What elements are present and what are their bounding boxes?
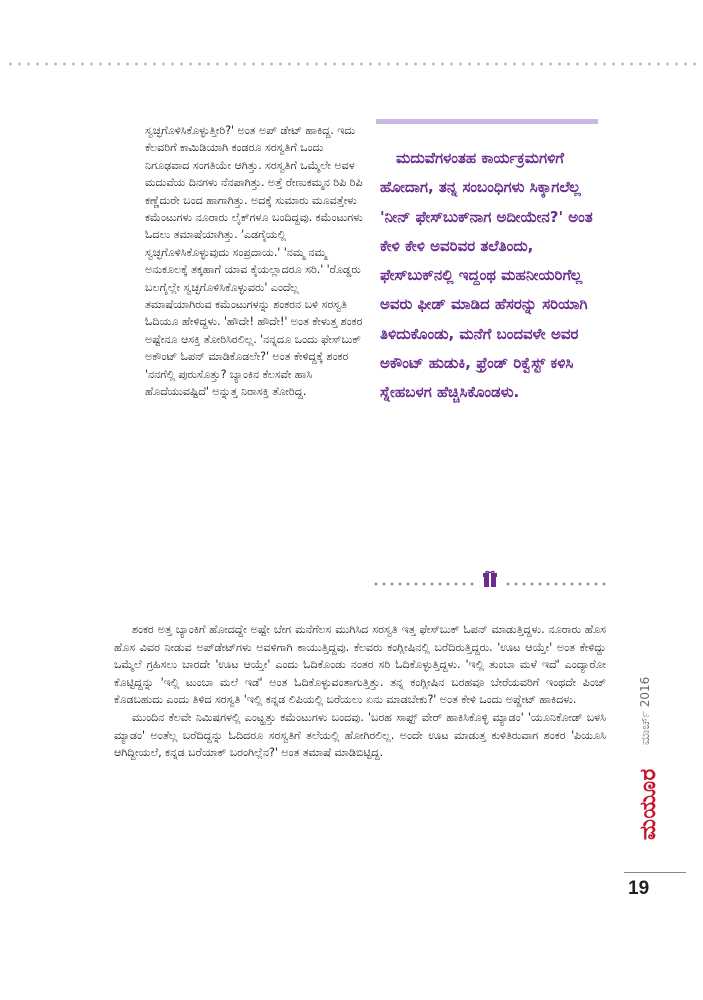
section-separator	[372, 581, 608, 587]
issue-date: ಮಾರ್ಚ್ 2016	[638, 676, 652, 745]
separator-dots-left	[372, 582, 476, 586]
pull-quote-rule	[376, 119, 598, 124]
body-paragraph: ಮುಂದಿನ ಕೆಲವೇ ನಿಮಿಷಗಳಲ್ಲಿ ಎಂಟ್ಹತ್ತು ಕಮೆಂಟುಗಳು ಬಂದವು. 'ಬರಹ ಸಾಫ್ಟ್ ವೇರ್ ಹಾಕಿಸಿಕೊಳ್ಳಿ ಮ್ಯಾಡಂ' 'ಯೂನಿಕೋಡ್ ಬಳಸಿ ಮ್ಯಾಡಂ' ಅಂತೆಲ್ಲ ಬರೆದಿದ್ದನ್ನು ಓದಿದರೂ ಸರಸ್ವತಿಗೆ ತಲೆಯಲ್ಲಿ ಹೋಗಿರಲಿಲ್ಲ. ಅಂದೇ ಊಟ ಮಾಡುತ್ತ ಕುಳಿತಿರುವಾಗ ಶಂಕರ 'ಪಿಯೂಸಿ ಆಗಿದ್ದೀಯಲೆ, ಕನ್ನಡ ಬರೆಯಾಕ್ ಬರಂಗಿಲ್ಲೆನ?' ಅಂತ ತಮಾಷೆ ಮಾಡಿಬಿಟ್ಟಿದ್ದ.	[114, 710, 606, 760]
pull-quote-text: ಮದುವೆಗಳಂತಹ ಕಾರ್ಯಕ್ರಮಗಳಿಗೆ ಹೋದಾಗ, ತನ್ನ ಸಂಬಂಧಿಗಳು ಸಿಕ್ಕಾಗಲೆಲ್ಲ 'ನೀನ್ ಫೇಸ್‌ಬುಕ್‌ನಾಗ ಅದೀಯೇನ?' ಅಂತ ಕೇಳಿ ಕೇಳಿ ಅವರಿವರ ತಲೆತಿಂದು, ಫೇಸ್‌ಬುಕ್‌ನಲ್ಲಿ ಇದ್ದಂಥ ಮಹನೀಯರಿಗೆಲ್ಲ ಅವರು ಫೀಡ್ ಮಾಡಿದ ಹೆಸರನ್ನು ಸರಿಯಾಗಿ ತಿಳಿದುಕೊಂಡು, ಮನೆಗೆ ಬಂದವಳೇ ಅವರ ಅಕೌಂಟ್ ಹುಡುಕಿ, ಫ್ರೆಂಡ್ ರಿಕ್ವೆಸ್ಟ್ ಕಳಿಸಿ ಸ್ನೇಹಬಳಗ ಹೆಚ್ಚಿಸಿಕೊಂಡಳು.	[380, 149, 593, 402]
pull-quote	[380, 144, 604, 408]
top-dotted-rule	[6, 62, 697, 66]
gift-icon	[482, 569, 498, 587]
folio-rule	[624, 872, 686, 873]
left-text-column	[145, 122, 367, 401]
separator-dots-right	[504, 582, 608, 586]
magazine-brand: ಮಯೂರ	[636, 768, 661, 840]
page-number: 19	[628, 878, 650, 899]
body-text	[114, 621, 606, 762]
left-column-paragraph: ಸ್ವಚ್ಛಗೊಳಿಸಿಕೊಳ್ಳುತ್ತೀರಿ?' ಅಂತ ಅಪ್ ಡೇಟ್ ಹಾಕಿದ್ದ. ಇದು ಕೆಲವರಿಗೆ ಕಾಮಿಡಿಯಾಗಿ ಕಂಡರೂ ಸರಸ್ವತಿಗೆ ಒಂದು ನಿಗೂಢವಾದ ಸಂಗತಿಯೇ ಆಗಿತ್ತು. ಸರಸ್ವತಿಗೆ ಒಮ್ಮೆಲೇ ಅವಳ ಮದುವೆಯ ದಿನಗಳು ನೆನಪಾಗಿತ್ತು. ಅತ್ತೆ ರೇಣುಕಮ್ಮನ ರಿಪಿ ರಿಪಿ ಕಣ್ಣೆದುರೇ ಬಂದ ಹಾಗಾಗಿತ್ತು. ಅದಕ್ಕೆ ಸುಮಾರು ಮೂವತ್ತೇಳು ಕಮೆಂಟುಗಳು ನೂರಾರು ಲೈಕ್‌ಗಳೂ ಬಂದಿದ್ದವು. ಕಮೆಂಟುಗಳು ಓದಲು ತಮಾಷೆಯಾಗಿತ್ತು. 'ಎಡಗೈಯಲ್ಲಿ ಸ್ವಚ್ಛಗೊಳಿಸಿಕೊಳ್ಳುವುದು ಸಂಪ್ರದಾಯ.' 'ನಮ್ಮ ನಮ್ಮ ಅನುಕೂಲಕ್ಕೆ ತಕ್ಕಹಾಗೆ ಯಾವ ಕೈಯಲ್ಲಾದರೂ ಸರಿ.' 'ರೊಡ್ಡರು ಬಲಗೈಲ್ಲೇ ಸ್ವಚ್ಛಗೊಳಿಸಿಕೊಳ್ಳುವರು' ಎಂದೆಲ್ಲ ತಮಾಷೆಯಾಗಿರುವ ಕಮೆಂಟುಗಳನ್ನು ಶಂಕರನ ಬಳಿ ಸರಸ್ವತಿ ಓದಿಯೂ ಹೇಳಿದ್ದಳು. 'ಹೌದೇ! ಹೌದೇ!' ಅಂತ ಕೇಳುತ್ತ ಶಂಕರ ಅಷ್ಟೇನೂ ಆಸಕ್ತಿ ತೋರಿಸಿರಲಿಲ್ಲ. 'ನನ್ನದೂ ಒಂದು ಫೇಸ್‌ಬುಕ್ ಅಕೌಂಟ್ ಓಪನ್ ಮಾಡಿಕೊಡಲೇ?' ಅಂತ ಕೇಳಿದ್ದಕ್ಕೆ ಶಂಕರ 'ನನಗೆಲ್ಲಿ ಪುರುಸೊತ್ತು? ಬ್ಯಾಂಕಿನ ಕೆಲಸವೇ ಹಾಸಿ ಹೊದೆಯುವಷ್ಟಿದೆ' ಅನ್ನುತ್ತ ನಿರಾಸಕ್ತಿ ತೋರಿದ್ದ.	[145, 124, 363, 399]
body-paragraph: ಶಂಕರ ಅತ್ತ ಬ್ಯಾಂಕಿಗೆ ಹೋದದ್ದೇ ಅಷ್ಟೇ ಬೇಗ ಮನೆಗೆಲಸ ಮುಗಿಸಿದ ಸರಸ್ವತಿ ಇತ್ತ ಫೇಸ್‌ಬುಕ್ ಓಪನ್ ಮಾಡುತ್ತಿದ್ದಳು. ನೂರಾರು ಹೊಸ ಹೊಸ ವಿವರ ನೀಡುವ ಅಪ್‌ಡೇಟ್‌ಗಳು ಅವಳಿಗಾಗಿ ಕಾಯುತ್ತಿದ್ದವು. ಕೆಲವರು ಕಂಗ್ಲೀಷಿನಲ್ಲಿ ಬರೆದಿರುತ್ತಿದ್ದರು. 'ಊಟ ಆಯ್ತೇ' ಅಂತ ಕೇಳಿದ್ದು ಒಮ್ಮೆಲೆ ಗ್ರಹಿಸಲು ಬಾರದೇ 'ಊಟ ಆಯ್ತೇ' ಎಂದು ಓದಿಕೊಂಡು ನಂತರ ಸರಿ ಓದಿಕೊಳ್ಳುತ್ತಿದ್ದಳು. 'ಇಲ್ಲಿ ತುಂಬಾ ಮಳೆ ಇದೆ' ಎಂದ್ಯಾರೋ ಕೊಟ್ಟಿದ್ದನ್ನು 'ಇಲ್ಲಿ ಟುಂಬಾ ಮಲೆ ಇಡೆ' ಅಂತ ಓದಿಕೊಳ್ಳುವಂತಾಗುತ್ತಿತ್ತು. ತನ್ನ ಕಂಗ್ಲೀಷಿನ ಬರಹವೂ ಬೇರೆಯವರಿಗೆ ಇಂಥದೇ ಪಿಂಚ್ ಕೊಡಬಹುದು ಎಂದು ತಿಳಿದ ಸರಸ್ವತಿ 'ಇಲ್ಲಿ ಕನ್ನಡ ಲಿಪಿಯಲ್ಲಿ ಬರೆಯಲು ಏನು ಮಾಡಬೇಕು?' ಅಂತ ಕೇಳಿ ಒಂದು ಅಪ್ಡೇಟ್ ಹಾಕಿದಳು.	[114, 623, 606, 707]
